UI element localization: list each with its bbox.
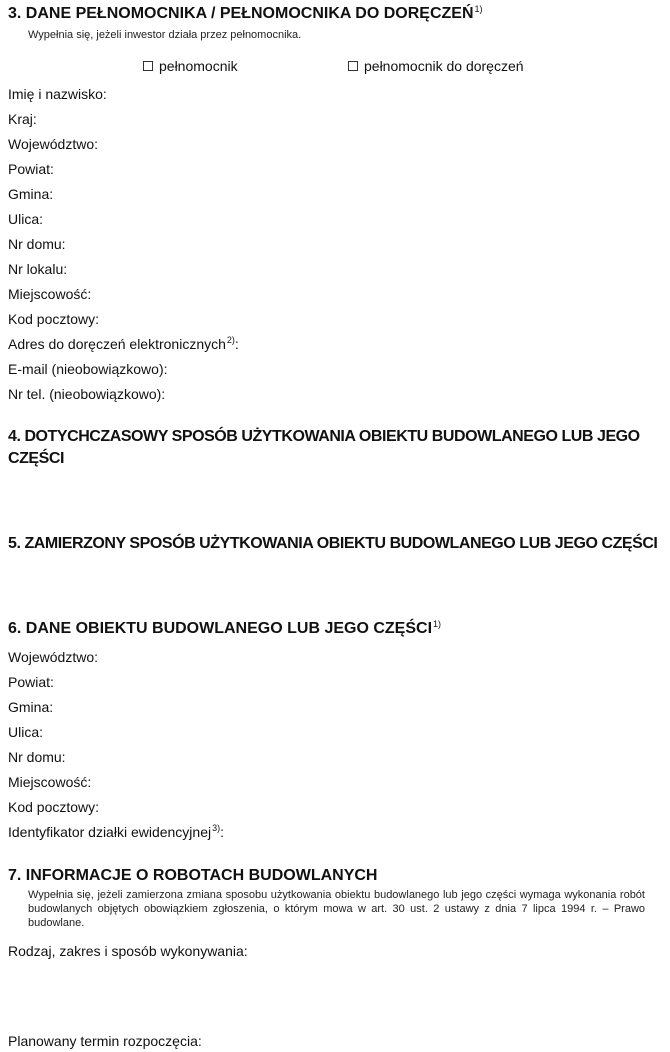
footnote-ref: 2) xyxy=(226,335,235,345)
field-label: Identyfikator działki ewidencyjnej xyxy=(8,824,212,840)
field-gmina[interactable]: Gmina: xyxy=(8,186,54,202)
field-ulica[interactable]: Ulica: xyxy=(8,211,44,227)
checkbox-label: pełnomocnik do doręczeń xyxy=(364,58,524,74)
field-kraj[interactable]: Kraj: xyxy=(8,111,37,127)
field-label-suffix: : xyxy=(234,336,239,352)
field-nr-tel[interactable]: Nr tel. (nieobowiązkowo): xyxy=(8,386,166,402)
field-obiekt-wojewodztwo[interactable]: Województwo: xyxy=(8,649,99,665)
section-6-heading xyxy=(8,619,441,640)
field-imie-nazwisko[interactable]: Imię i nazwisko: xyxy=(8,86,107,102)
field-label: Adres do doręczeń elektronicznych xyxy=(8,336,226,352)
field-obiekt-powiat[interactable]: Powiat: xyxy=(8,674,54,690)
section-7-input-area[interactable] xyxy=(8,962,663,1027)
checkbox-pelnomocnik-do-doreczen[interactable] xyxy=(348,57,524,75)
field-obiekt-ulica[interactable]: Ulica: xyxy=(8,724,44,740)
section-3-title: 3. DANE PEŁNOMOCNIKA / PEŁNOMOCNIKA DO DORĘCZEŃ xyxy=(8,5,474,22)
field-nr-lokalu[interactable]: Nr lokalu: xyxy=(8,261,68,277)
checkbox-icon[interactable] xyxy=(143,61,153,71)
field-email[interactable]: E-mail (nieobowiązkowo): xyxy=(8,361,168,377)
checkbox-pelnomocnik[interactable] xyxy=(143,57,238,75)
section-7-note: Wypełnia się, jeżeli zamierzona zmiana sposobu użytkowania obiektu budowlanego lub jego części wymaga wykonania robót budowlanych objętych obowiązkiem zgłoszenia, o którym mowa w art. 30 ust. 2 ustawy z dnia 7 lipca 1994 r. – Prawo budowlane. xyxy=(28,889,645,929)
field-obiekt-gmina[interactable]: Gmina: xyxy=(8,699,54,715)
section-5-input-area[interactable] xyxy=(8,556,663,611)
checkbox-label: pełnomocnik xyxy=(159,58,238,74)
field-nr-domu[interactable]: Nr domu: xyxy=(8,236,66,252)
field-planowany-termin[interactable]: Planowany termin rozpoczęcia: xyxy=(8,1033,202,1049)
section-5-heading: 5. ZAMIERZONY SPOSÓB UŻYTKOWANIA OBIEKTU BUDOWLANEGO LUB JEGO CZĘŚCI xyxy=(8,535,658,552)
field-label-suffix: : xyxy=(220,824,225,840)
footnote-ref: 1) xyxy=(433,619,442,629)
field-kod-pocztowy[interactable]: Kod pocztowy: xyxy=(8,311,100,327)
field-wojewodztwo[interactable]: Województwo: xyxy=(8,136,99,152)
section-3-note: Wypełnia się, jeżeli inwestor działa przez pełnomocnika. xyxy=(28,29,302,41)
field-powiat[interactable]: Powiat: xyxy=(8,161,54,177)
section-7-heading: 7. INFORMACJE O ROBOTACH BUDOWLANYCH xyxy=(8,867,378,884)
section-4-heading-line1: 4. DOTYCHCZASOWY SPOSÓB UŻYTKOWANIA OBIEKTU BUDOWLANEGO LUB JEGO xyxy=(8,428,640,445)
section-4-heading-line2: CZĘŚCI xyxy=(8,450,64,467)
field-rodzaj-zakres-sposob[interactable]: Rodzaj, zakres i sposób wykonywania: xyxy=(8,943,248,959)
field-adres-doreczen-elektronicznych[interactable] xyxy=(8,335,239,355)
field-miejscowosc[interactable]: Miejscowość: xyxy=(8,286,92,302)
field-obiekt-nr-domu[interactable]: Nr domu: xyxy=(8,749,66,765)
checkbox-icon[interactable] xyxy=(348,61,358,71)
footnote-ref: 1) xyxy=(474,4,483,14)
field-obiekt-kod-pocztowy[interactable]: Kod pocztowy: xyxy=(8,799,100,815)
section-3-heading xyxy=(8,4,483,25)
field-identyfikator-dzialki[interactable] xyxy=(8,823,224,843)
section-4-input-area[interactable] xyxy=(8,472,663,527)
field-obiekt-miejscowosc[interactable]: Miejscowość: xyxy=(8,774,92,790)
footnote-ref: 3) xyxy=(212,823,221,833)
section-6-title: 6. DANE OBIEKTU BUDOWLANEGO LUB JEGO CZĘŚCI xyxy=(8,620,433,637)
